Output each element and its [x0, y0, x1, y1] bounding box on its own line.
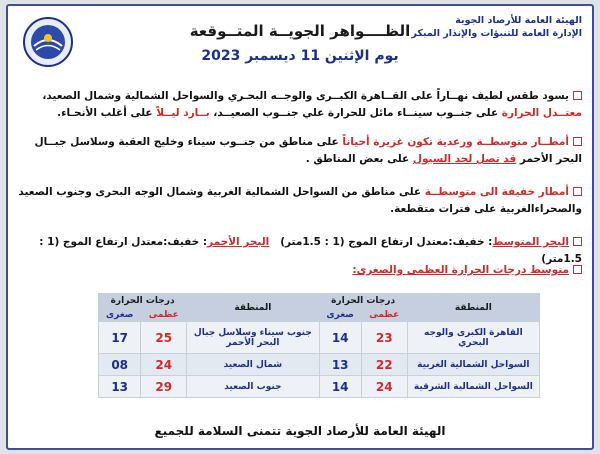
max-temp: 23	[361, 322, 407, 354]
page-title: الظــــواهر الجويــة المتــوقعة	[189, 22, 411, 40]
table-row	[99, 376, 540, 398]
max-temp: 25	[141, 322, 187, 354]
bullet-icon	[573, 237, 582, 246]
bulletin-sheet	[6, 4, 594, 450]
col-temps: درجات الحرارة	[319, 294, 407, 308]
paragraph-average-heading: متوسط درجات الحرارة العظمى والصغرى:	[14, 262, 582, 279]
min-temp: 14	[319, 376, 361, 398]
max-temp: 24	[141, 354, 187, 376]
col-max: عظمى	[361, 308, 407, 322]
region-cell: القاهرة الكبرى والوجه البحري	[407, 322, 539, 354]
col-temps: درجات الحرارة	[99, 294, 187, 308]
max-temp: 29	[141, 376, 187, 398]
region-cell: شمال الصعيد	[187, 354, 319, 376]
min-temp: 14	[319, 322, 361, 354]
col-region: المنطقة	[407, 294, 539, 322]
bullet-icon	[573, 265, 582, 274]
col-region: المنطقة	[187, 294, 319, 322]
med-sea-label: البحر المتوسط	[492, 236, 569, 248]
min-temp: 13	[99, 376, 141, 398]
org-department: الإدارة العامة للتنبؤات والإنذار المبكر	[411, 28, 582, 39]
red-sea-label: البحر الأحمر	[207, 236, 270, 248]
org-name: الهيئة العامة للأرصاد الجوية	[455, 15, 582, 26]
region-cell: السواحل الشمالية الغربية	[407, 354, 539, 376]
bullet-icon	[573, 137, 582, 146]
footer-message: الهيئة العامة للأرصاد الجوية تتمنى السلامة للجميع	[154, 424, 446, 438]
region-cell: جنوب سيناء وسلاسل جبال البحر الأحمر	[187, 322, 319, 354]
region-cell: جنوب الصعيد	[187, 376, 319, 398]
paragraph-sea-state: البحر المتوسط: خفيف:معتدل ارتفاع الموج (1 : 1.5متر) البحر الأحمر: خفيف:معتدل ارتفاع الموج (1 : 1.5متر)	[39, 236, 582, 265]
min-temp: 13	[319, 354, 361, 376]
table-row	[99, 354, 540, 376]
min-temp: 17	[99, 322, 141, 354]
paragraph-temperature: يسود طقس لطيف نهــاراً على القــاهرة الكبــرى والوجــه البحـري والسواحل الشمالية وشمال الصعيد، معتــدل الحرارة على جنــوب سينــاء مائل للحرارة علي جنــوب الصعيــد، بــارد ليــلاً على أغلب الأنحـاء.	[42, 90, 582, 119]
bullet-icon	[573, 187, 582, 196]
paragraph-heavy-rain: أمطــار متوسطــة ورعدية تكون غزيرة أحياناً على مناطق من جنــوب سيناء وخليج العقبة وسلاسل جبــال البحر الأحمر قد تصل لحد السيول على بعض المناطق .	[34, 136, 582, 165]
max-temp: 24	[361, 376, 407, 398]
min-temp: 08	[99, 354, 141, 376]
col-min: صغرى	[319, 308, 361, 322]
col-max: عظمى	[141, 308, 187, 322]
region-cell: السواحل الشمالية الشرقية	[407, 376, 539, 398]
table-row	[99, 322, 540, 354]
paragraph-light-rain: أمطار خفيفة الى متوسطــة على مناطق من السواحل الشمالية الغربية وشمال الوجه البحرى وجنوب الصعيد والصحراءالغربية على فترات متقطعة.	[18, 186, 582, 215]
temperature-table	[98, 293, 540, 398]
forecast-date: يوم الإثنين 11 ديسمبر 2023	[201, 48, 399, 64]
bullet-icon	[573, 91, 582, 100]
col-min: صغرى	[99, 308, 141, 322]
max-temp: 22	[361, 354, 407, 376]
